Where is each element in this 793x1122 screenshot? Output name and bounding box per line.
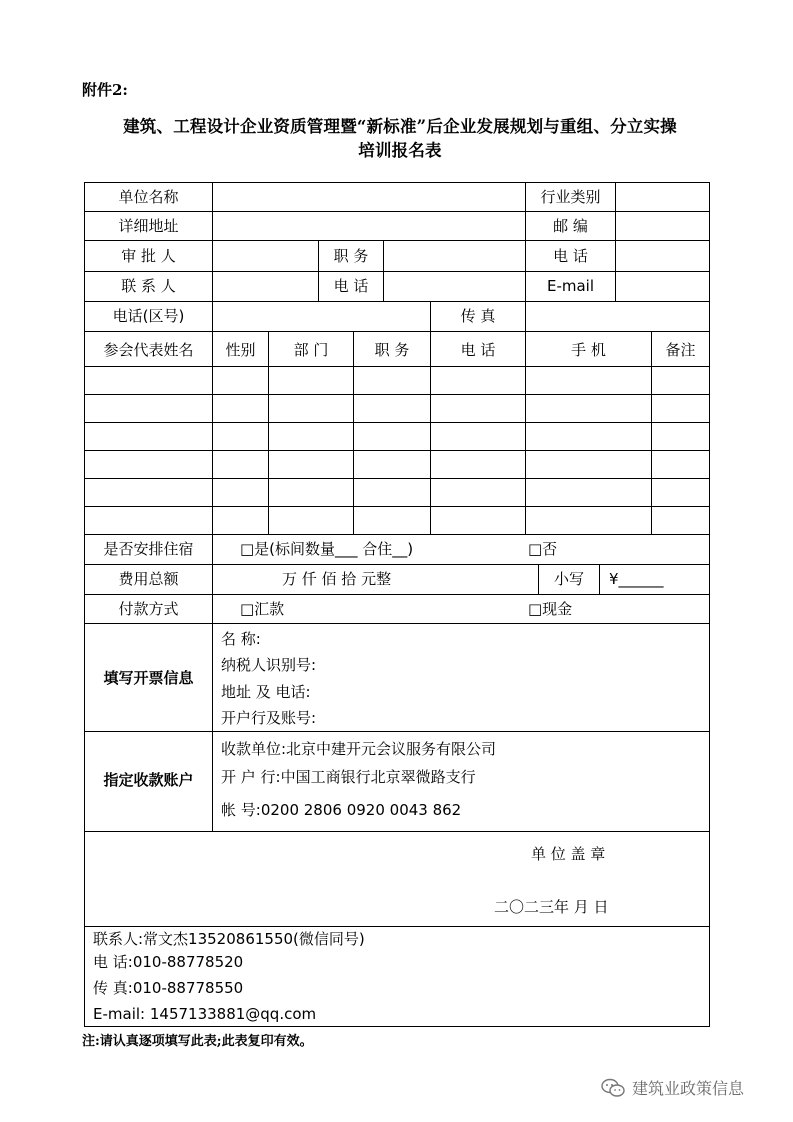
approver-label: 审 批 人 xyxy=(121,247,176,265)
phone-area-input[interactable] xyxy=(214,303,429,330)
accommodation-no-checkbox[interactable]: □否 xyxy=(528,540,558,558)
payment-cash-checkbox[interactable]: □现金 xyxy=(528,600,573,618)
industry-input[interactable] xyxy=(617,184,708,210)
approver-position-input[interactable] xyxy=(385,242,524,270)
fee-small-label: 小写 xyxy=(553,570,584,588)
form-title-line2: 培训报名表 xyxy=(358,141,442,160)
email-input[interactable] xyxy=(617,273,708,300)
fax-label: 传 真 xyxy=(460,307,496,325)
contact-phone-input[interactable] xyxy=(385,273,524,300)
attendee-row[interactable] xyxy=(86,480,708,505)
invoice-taxid-field[interactable]: 纳税人识别号: xyxy=(221,656,317,674)
contact-phone-label: 电 话 xyxy=(333,277,369,295)
payee-unit-text: 收款单位:北京中建开元会议服务有限公司 xyxy=(221,740,497,758)
attendee-phone-header: 电 话 xyxy=(460,341,496,359)
approver-phone-input[interactable] xyxy=(617,242,708,270)
invoice-address-field[interactable]: 地址 及 电话: xyxy=(221,683,311,701)
contact-input[interactable] xyxy=(214,273,317,300)
postcode-input[interactable] xyxy=(617,213,708,239)
email-label: E-mail xyxy=(546,277,595,295)
watermark xyxy=(600,1076,744,1099)
attendee-row[interactable] xyxy=(86,396,708,421)
attendee-remark-header: 备注 xyxy=(665,341,696,359)
watermark-text: 建筑业政策信息 xyxy=(632,1079,745,1098)
accommodation-label: 是否安排住宿 xyxy=(103,540,194,558)
contact-tel-text: 电 话:010-88778520 xyxy=(93,953,244,971)
contact-email-text: E-mail: 1457133881@qq.com xyxy=(93,1005,317,1023)
accommodation-yes-checkbox[interactable]: □是(标间数量___ 合住__) xyxy=(240,540,414,558)
approver-position-label: 职 务 xyxy=(333,247,369,265)
fee-units-text: 万 仟 佰 拾 元整 xyxy=(282,570,392,588)
address-label: 详细地址 xyxy=(118,217,179,235)
fax-input[interactable] xyxy=(527,303,708,330)
payment-remit-checkbox[interactable]: □汇款 xyxy=(240,600,285,618)
attendee-position-header: 职 务 xyxy=(374,341,410,359)
unit-name-label: 单位名称 xyxy=(118,188,179,206)
address-input[interactable] xyxy=(214,213,524,239)
industry-label: 行业类别 xyxy=(540,188,601,206)
approver-input[interactable] xyxy=(214,242,317,270)
attendee-name-header: 参会代表姓名 xyxy=(103,341,194,359)
wechat-icon xyxy=(600,1078,626,1098)
unit-name-input[interactable] xyxy=(214,184,524,210)
contact-label: 联 系 人 xyxy=(121,277,176,295)
payee-account-number: 帐 号:0200 2806 0920 0043 862 xyxy=(221,801,462,819)
attachment-label: 附件2: xyxy=(82,81,128,99)
seal-date: 二〇二三年 月 日 xyxy=(494,898,609,916)
attendee-mobile-header: 手 机 xyxy=(571,341,606,359)
form-note: 注:请认真逐项填写此表;此表复印有效。 xyxy=(82,1034,313,1049)
attendee-gender-header: 性别 xyxy=(225,341,256,359)
payee-bank-text: 开 户 行:中国工商银行北京翠微路支行 xyxy=(221,768,476,786)
invoice-name-field[interactable]: 名 称: xyxy=(221,630,261,648)
attendee-row[interactable] xyxy=(86,368,708,393)
contact-fax-text: 传 真:010-88778550 xyxy=(93,979,244,997)
attendee-row[interactable] xyxy=(86,508,708,533)
payee-account-label: 指定收款账户 xyxy=(103,771,194,789)
form-title-line1: 建筑、工程设计企业资质管理暨“新标准”后企业发展规划与重组、分立实操 xyxy=(123,117,677,136)
postcode-label: 邮 编 xyxy=(553,217,588,235)
fee-total-label: 费用总额 xyxy=(118,570,179,588)
invoice-info-label: 填写开票信息 xyxy=(103,669,194,687)
invoice-bank-field[interactable]: 开户行及账号: xyxy=(221,709,317,727)
attendee-row[interactable] xyxy=(86,452,708,477)
approver-phone-label: 电 话 xyxy=(553,247,588,265)
unit-seal-label: 单 位 盖 章 xyxy=(531,845,606,863)
phone-area-label: 电话(区号) xyxy=(112,307,185,325)
contact-person-text: 联系人:常文杰13520861550(微信同号) xyxy=(93,930,365,948)
fee-small-value[interactable]: ¥______ xyxy=(609,570,664,588)
attendee-dept-header: 部 门 xyxy=(293,341,329,359)
payment-method-label: 付款方式 xyxy=(118,600,179,618)
attendee-row[interactable] xyxy=(86,424,708,449)
